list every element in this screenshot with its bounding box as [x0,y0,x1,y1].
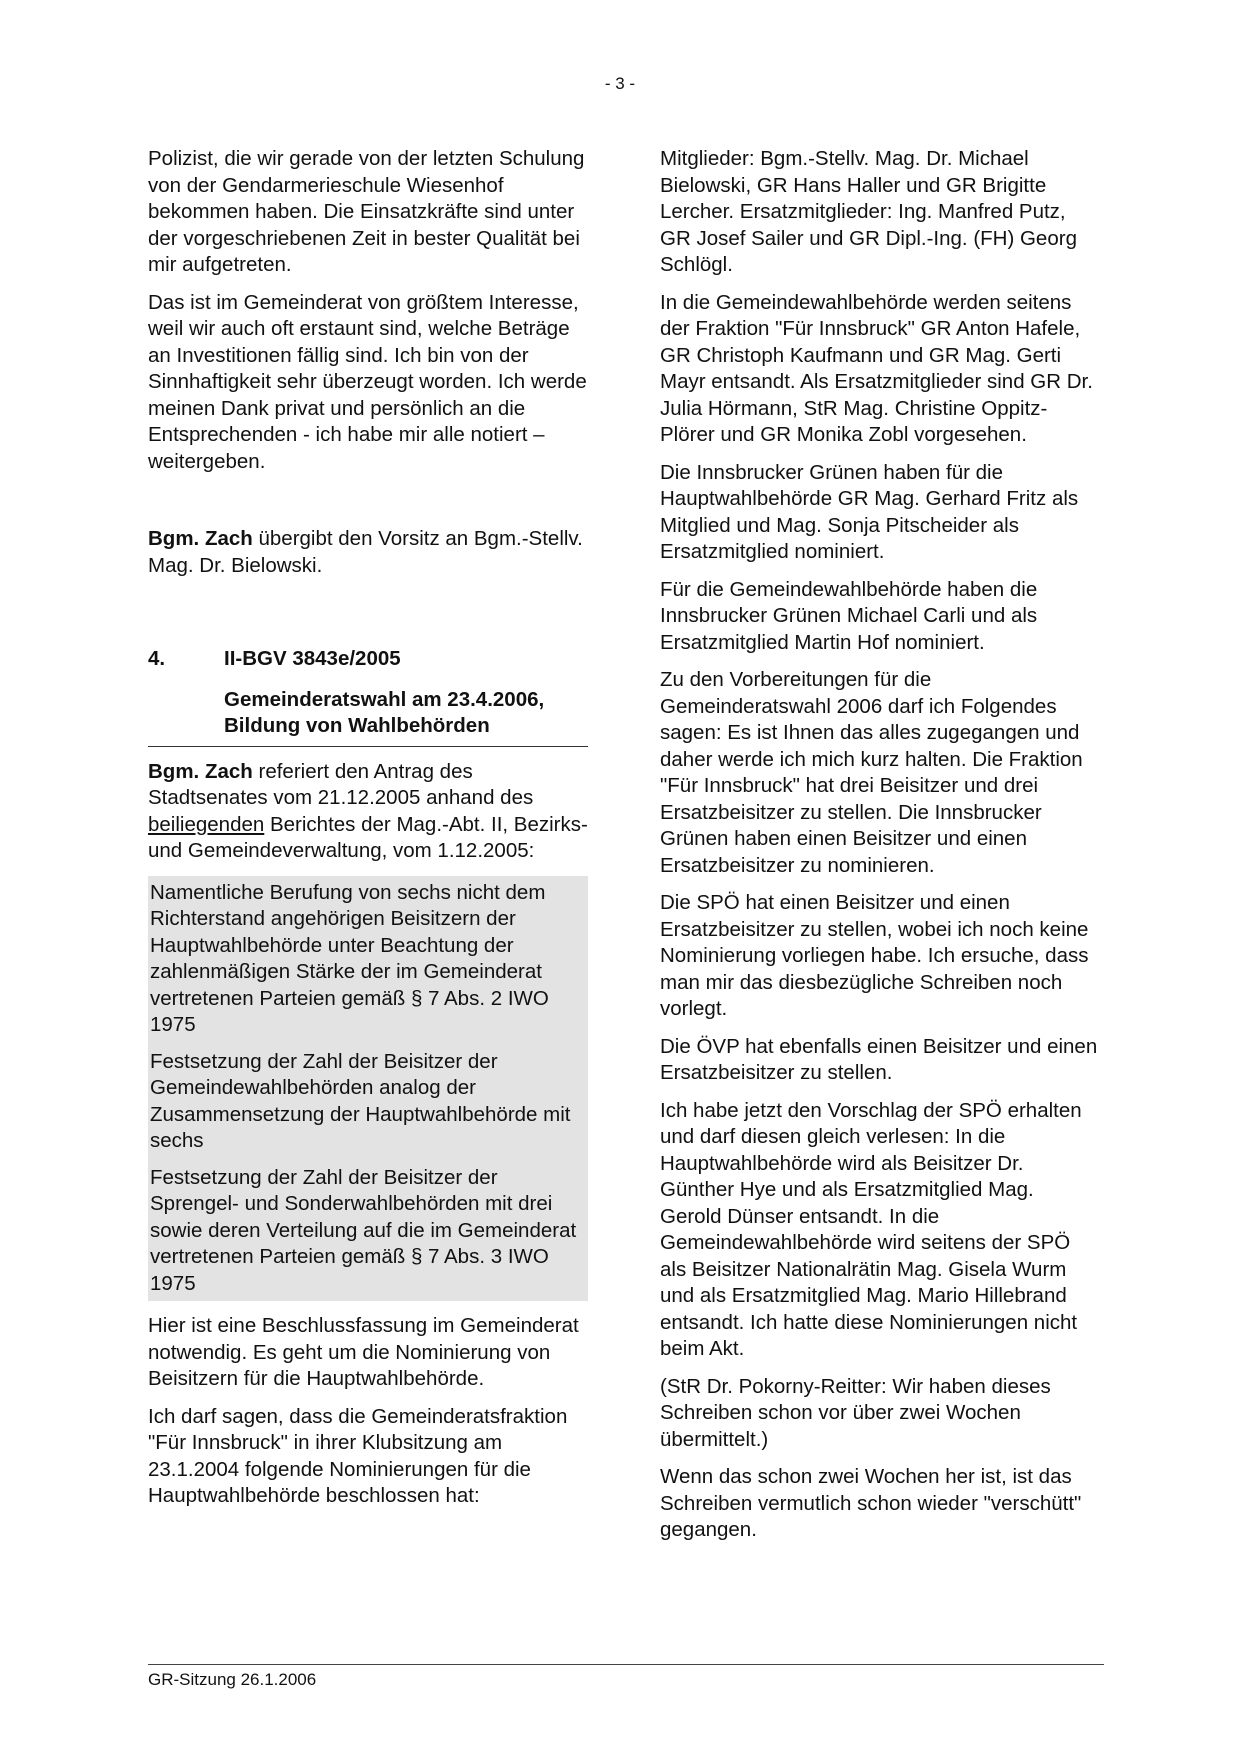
speaker-name: Bgm. Zach [148,527,253,550]
paragraph: Wenn das schon zwei Wochen her ist, ist das Schreiben vermutlich schon wieder "verschütt" gegangen. [660,1465,1082,1541]
agenda-reference: II-BGV 3843e/2005 [224,647,401,670]
motion-item: Festsetzung der Zahl der Beisitzer der Sprengel- und Sonderwahlbehörden mit drei sowie deren Verteilung auf die im Gemeinderat vertretenen Parteien gemäß § 7 Abs. 3 IWO 1975 [150,1165,577,1295]
agenda-title-line: Gemeinderatswahl am 23.4.2006, [224,687,545,711]
paragraph: Ich darf sagen, dass die Gemeinderatsfraktion "Für Innsbruck" in ihrer Klubsitzung am 23.1.2004 folgende Nominierungen für die Hauptwahlbehörde beschlossen hat: [148,1404,568,1507]
paragraph: In die Gemeindewahlbehörde werden seitens der Fraktion "Für Innsbruck" GR Anton Hafele, GR Christoph Kaufmann und GR Mag. Gerti Mayr entsandt. Als Ersatzmitglieder sind GR Dr. Julia Hörmann, StR Mag. Christine Oppitz-Plörer und GR Monika Zobl vorgesehen. [660,290,1093,446]
paragraph-report [148,759,588,865]
attachment-link[interactable]: beiliegenden [148,812,265,836]
footer-divider [148,1664,1104,1665]
motion-box [148,876,588,1302]
motion-item: Namentliche Berufung von sechs nicht dem Richterstand angehörigen Beisitzern der Hauptwahlbehörde unter Beachtung der zahlenmäßigen Stärke der im Gemeinderat vertretenen Parteien gemäß § 7 Abs. 2 IWO 1975 [150,880,549,1036]
paragraph-text: Berichtes der Mag.-Abt. II, Bezirks- und Gemeindeverwaltung, vom 1.12.2005: [148,812,588,862]
paragraph: Hier ist eine Beschlussfassung im Gemeinderat notwendig. Es geht um die Nominierung von Beisitzern für die Hauptwahlbehörde. [148,1314,579,1390]
left-column [148,146,588,1521]
paragraph: Die Innsbrucker Grünen haben für die Hauptwahlbehörde GR Mag. Gerhard Fritz als Mitglied und Mag. Sonja Pitscheider als Ersatzmitglied nominiert. [660,460,1079,563]
page-number: - 3 - [604,74,636,93]
spacer [148,590,588,646]
paragraph: Das ist im Gemeinderat von größtem Interesse, weil wir auch oft erstaunt sind, welche Beträge an Investitionen fällig sind. Ich bin von der Sinnhaftigkeit sehr überzeugt worden. Ich werde meinen Dank privat und persönlich an die Entsprechenden - ich habe mir alle notiert – weitergeben. [148,290,587,473]
paragraph-chair-handover [148,526,588,579]
motion-item: Festsetzung der Zahl der Beisitzer der Gemeindewahlbehörden analog der Zusammensetzung der Hauptwahlbehörde mit sechs [150,1049,571,1152]
paragraph-interjection: (StR Dr. Pokorny-Reitter: Wir haben dieses Schreiben schon vor über zwei Wochen übermittelt.) [660,1374,1051,1451]
spacer [148,486,588,526]
paragraph-text: referiert den Antrag des Stadtsenates vom 21.12.2005 anhand des [148,759,534,809]
paragraph-text: übergibt den Vorsitz an Bgm.-Stellv. Mag. Dr. Bielowski. [148,527,583,577]
speaker-name: Bgm. Zach [148,759,253,783]
agenda-item-header [148,646,588,673]
paragraph: Die ÖVP hat ebenfalls einen Beisitzer und einen Ersatzbeisitzer zu stellen. [660,1034,1098,1084]
agenda-number: 4. [148,647,166,670]
paragraph: Ich habe jetzt den Vorschlag der SPÖ erhalten und darf diesen gleich verlesen: In die Hauptwahlbehörde wird als Beisitzer Dr. Günther Hye und als Ersatzmitglied Mag. Gerold Dünser entsandt. In die Gemeindewahlbehörde wird seitens der SPÖ als Beisitzer Nationalrätin Mag. Gisela Wurm und als Ersatzmitglied Mag. Mario Hillebrand entsandt. Ich hatte diese Nominierungen nicht beim Akt. [660,1098,1082,1360]
paragraph: Mitglieder: Bgm.-Stellv. Mag. Dr. Michael Bielowski, GR Hans Haller und GR Brigitte Lercher. Ersatzmitglieder: Ing. Manfred Putz, GR Josef Sailer und GR Dipl.-Ing. (FH) Georg Schlögl. [660,147,1077,276]
paragraph: Zu den Vorbereitungen für die Gemeinderatswahl 2006 darf ich Folgendes sagen: Es ist Ihnen das alles zugegangen und daher werde ich mich kurz halten. Die Fraktion "Für Innsbruck" hat drei Beisitzer und drei Ersatzbeisitzer zu stellen. Die Innsbrucker Grünen haben einen Beisitzer und einen Ersatzbeisitzer zu nominieren. [660,668,1083,877]
agenda-title-line: Bildung von Wahlbehörden [224,714,490,737]
right-column [660,146,1100,1555]
agenda-title [148,687,588,747]
paragraph: Die SPÖ hat einen Beisitzer und einen Ersatzbeisitzer zu stellen, wobei ich noch keine Nominierung vorliegen habe. Ich ersuche, dass man mir das diesbezügliche Schreiben noch vorlegt. [660,891,1089,1020]
footer-session-label: GR-Sitzung 26.1.2006 [148,1670,317,1689]
paragraph: Polizist, die wir gerade von der letzten Schulung von der Gendarmerieschule Wiesenhof bekommen haben. Die Einsatzkräfte sind unter der vorgeschriebenen Zeit in bester Qualität bei mir aufgetreten. [148,147,585,276]
paragraph: Für die Gemeindewahlbehörde haben die Innsbrucker Grünen Michael Carli und als Ersatzmitglied Martin Hof nominiert. [660,577,1038,654]
